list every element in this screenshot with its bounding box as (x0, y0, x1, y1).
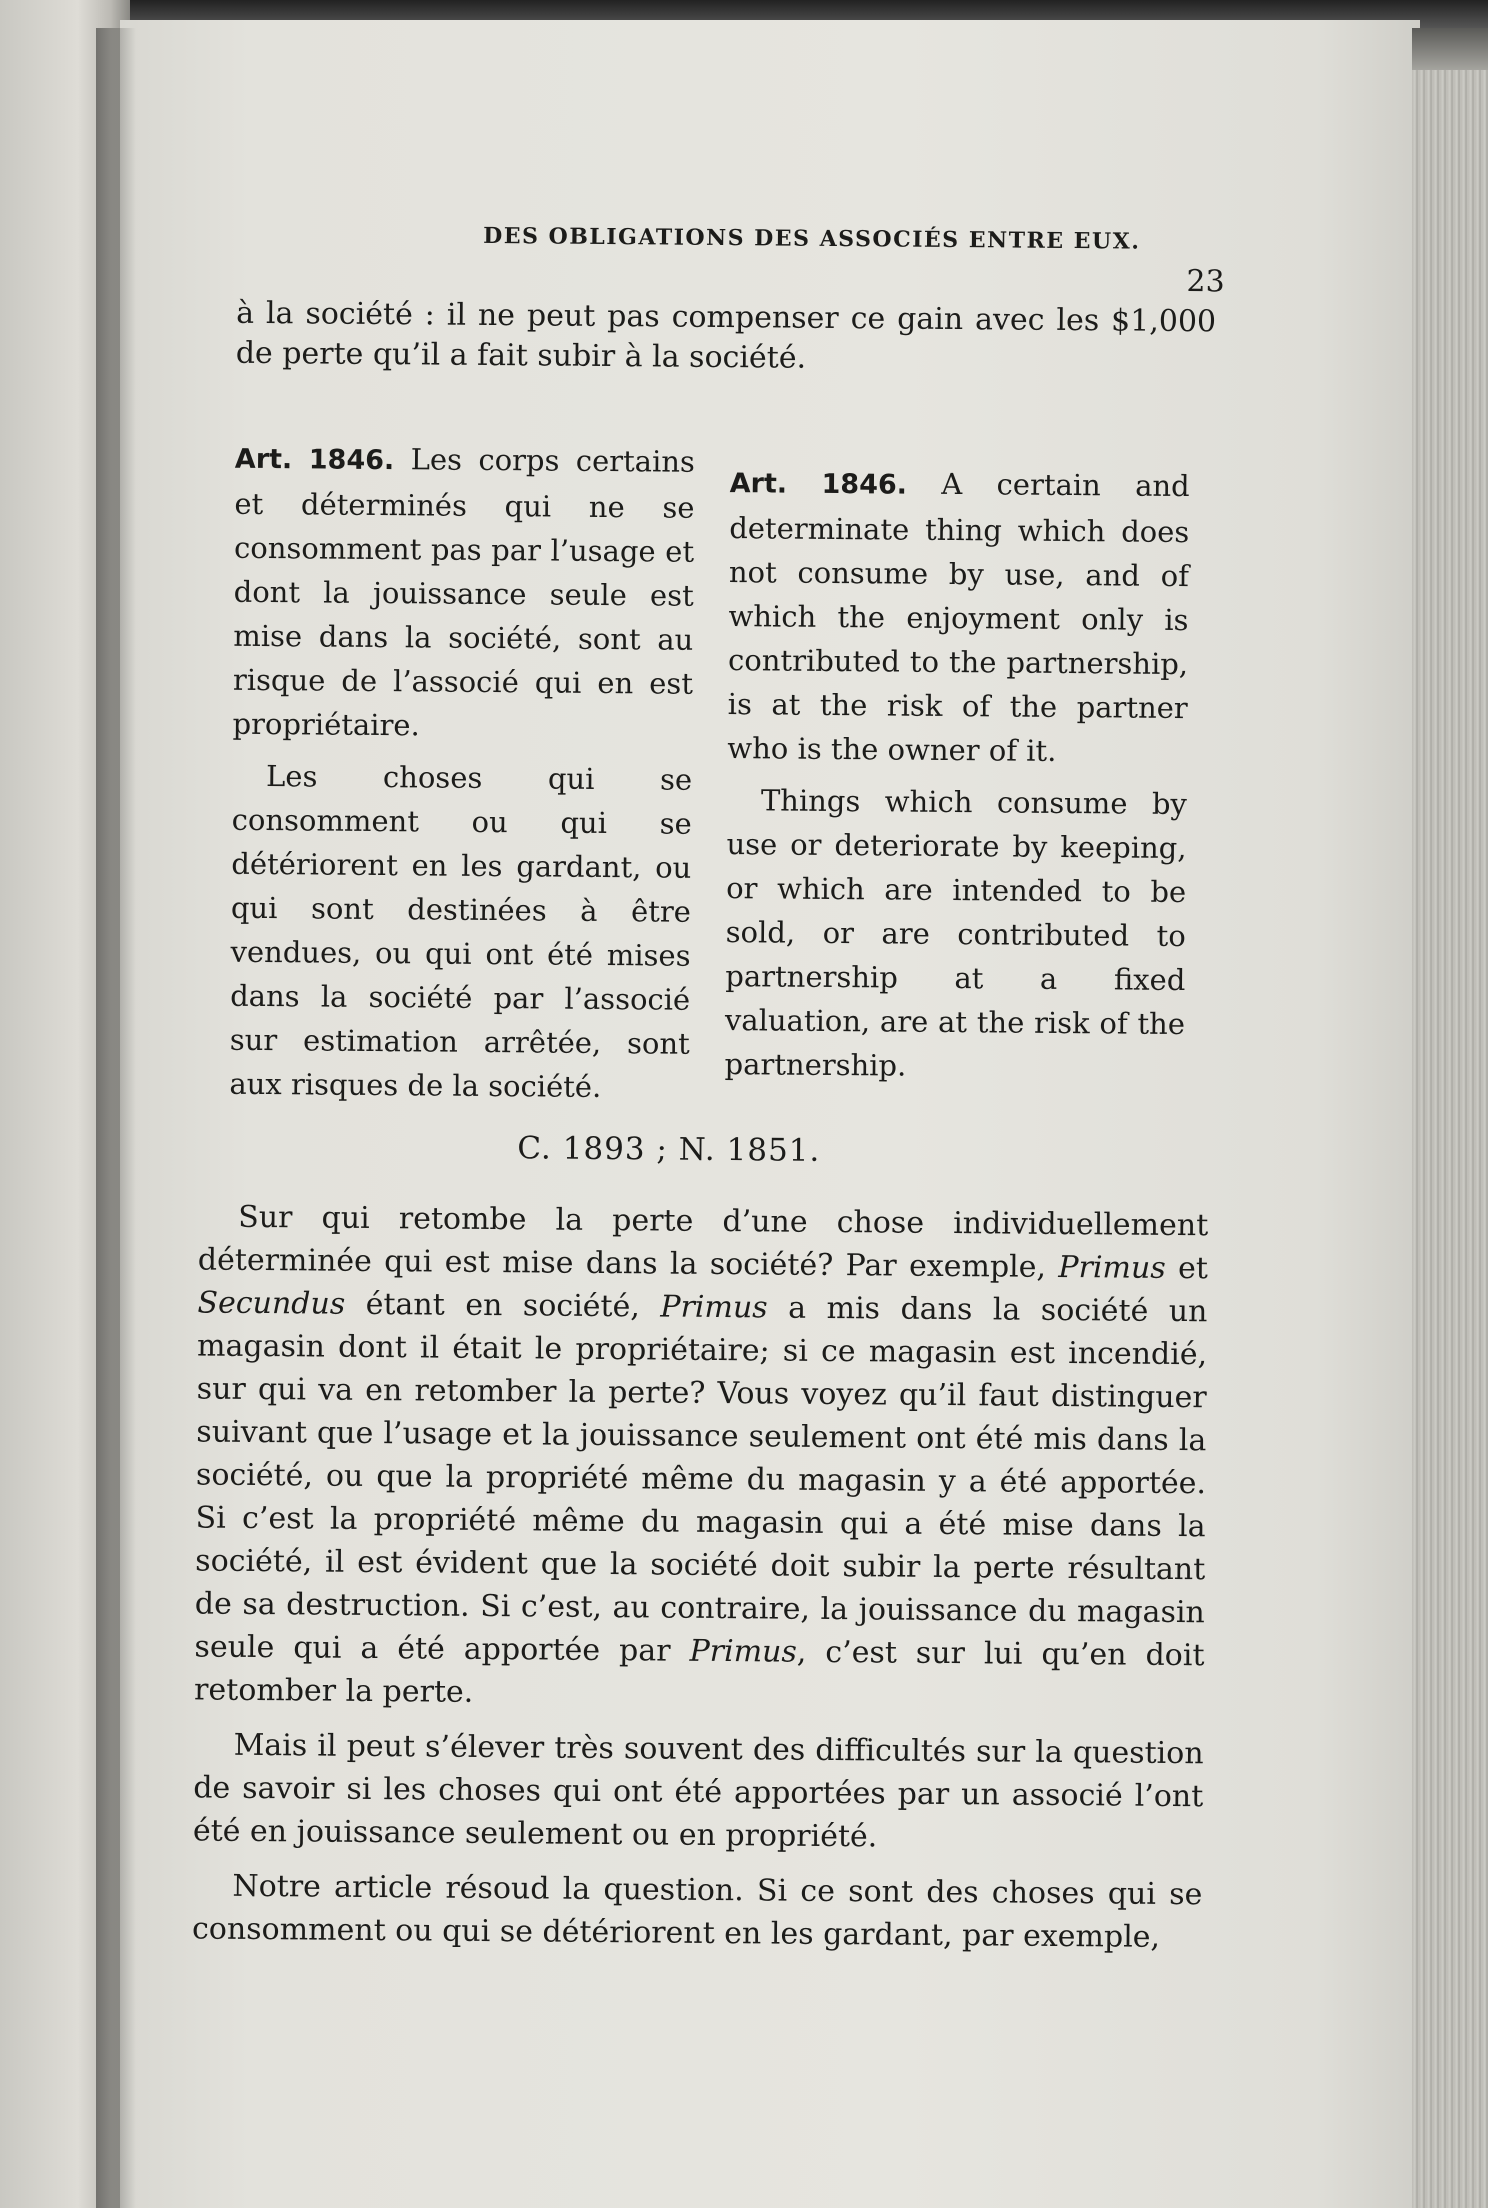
commentary-text: et (1165, 1250, 1209, 1287)
french-article-label: Art. 1846. (234, 443, 395, 477)
page-number: 23 (1186, 264, 1225, 300)
commentary-para-1 (194, 1195, 1208, 1720)
commentary-para-3: Notre article résoud la question. Si ce sont des choses qui se consomment ou qui se détériorent en les gardant, par exemple, (191, 1868, 1203, 1955)
english-article-label: Art. 1846. (729, 468, 908, 501)
page-content (110, 15, 1429, 2208)
commentary-text: a mis dans la société un magasin dont il était le propriétaire; si ce magasin est incendié, sur qui va en retomber la perte? Vous voyez qu’il faut distinguer suivant que l’usage et la jouissance seulement ont été mis dans la société, ou que la propriété même du magasin y a été apportée. Si c’est la propriété même du magasin qui a été mise dans la société, il est évident que la société doit subir la perte résultant de sa destruction. Si c’est, au contraire, la jouissance du magasin seule qui a été apportée par (194, 1290, 1208, 1669)
party-name: Primus (1058, 1249, 1166, 1286)
commentary-text: étant en société, (345, 1286, 661, 1325)
party-name: Primus (689, 1633, 797, 1670)
running-title: DES OBLIGATIONS DES ASSOCIÉS ENTRE EUX. (483, 222, 1141, 255)
page-stack-edges (1412, 70, 1488, 2208)
commentary-para-2: Mais il peut s’élever très souvent des difficultés sur la question de savoir si les choses qui ont été apportées par un associé l’ont été en jouissance seulement ou en propriété. (192, 1727, 1204, 1855)
code-citation: C. 1893 ; N. 1851. (517, 1130, 821, 1169)
english-article-para-1 (727, 460, 1190, 774)
english-article-text-1: A certain and determinate thing which does not consume by use, and of which the enjoyment only is contributed to the partnership, is at the risk of the partner who is the owner of it. (727, 466, 1190, 768)
commentary-text: , c’est sur lui qu’en doit retomber la perte. (193, 1634, 1205, 1710)
english-article-para-2: Things which consume by use or deteriorate by keeping, or which are intended to be sold, or are contributed to partnership at a fixed valuation, are at the risk of the partnership. (724, 783, 1188, 1083)
french-article-column (229, 436, 695, 1118)
english-article-column (724, 460, 1190, 1098)
continued-paragraph: à la société : il ne peut pas compenser ce gain avec les $1,000 de perte qu’il a fait subir à la société. (235, 295, 1217, 376)
french-article-para-2: Les choses qui se consomment ou qui se détériorent en les gardant, ou qui sont destinées à être vendues, ou qui ont été mises dans la société par l’associé sur estimation arrêtée, sont aux risques de la société. (229, 759, 693, 1104)
book-page (120, 20, 1420, 2208)
gutter-shadow (96, 28, 136, 2208)
party-name: Primus (660, 1289, 768, 1326)
commentary-text: Sur qui retombe la perte d’une chose individuellement déterminée qui est mise dans la société? Par exemple, (197, 1199, 1209, 1285)
party-name: Secundus (197, 1285, 346, 1322)
french-article-text-1: Les corps certains et déterminés qui ne se consomment pas par l’usage et dont la jouissance seule est mise dans la société, sont au risque de l’associé qui en est propriétaire. (232, 442, 696, 743)
commentary (192, 1195, 1209, 1971)
french-article-para-1 (232, 436, 695, 750)
